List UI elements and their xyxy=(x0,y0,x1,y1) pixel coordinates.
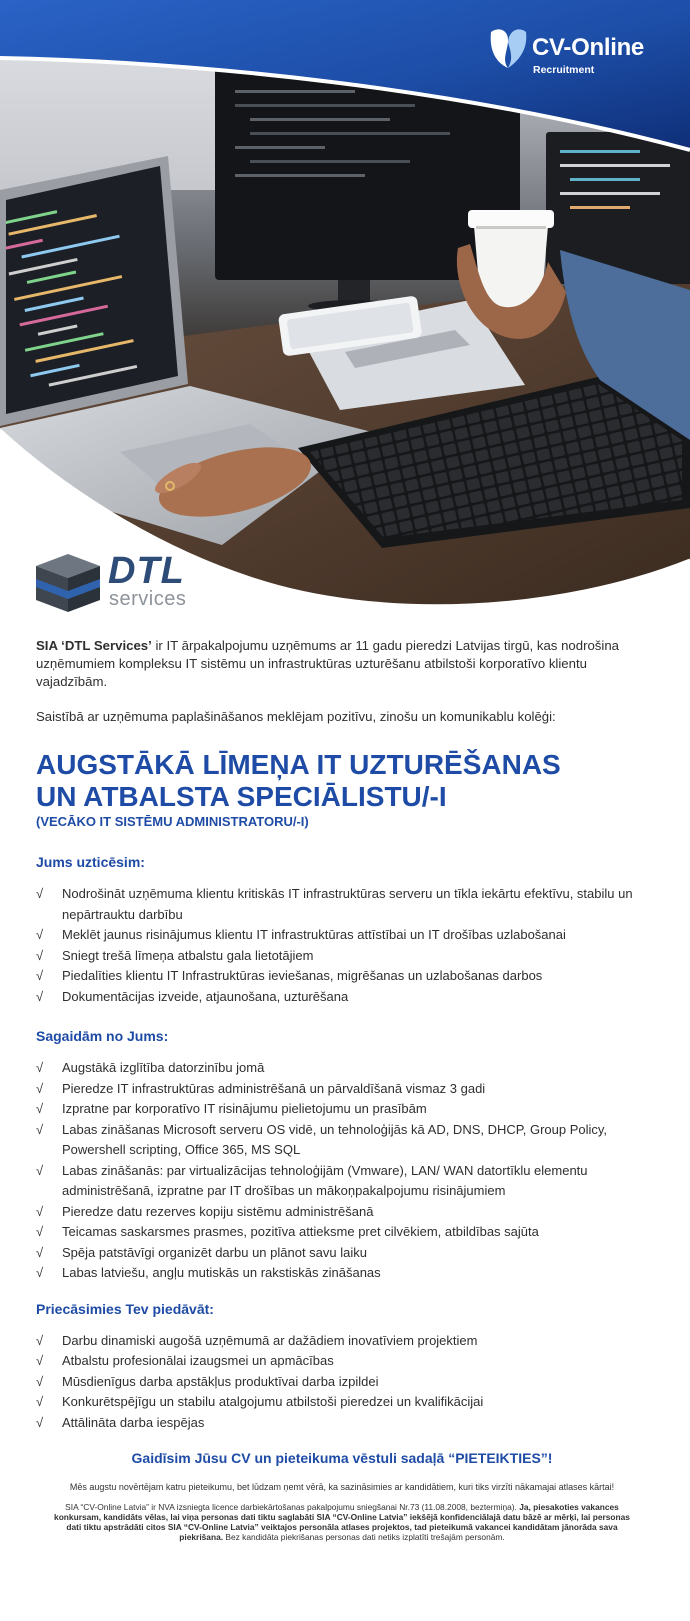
list-item-text: Darbu dinamiski augošā uzņēmumā ar dažādiem inovatīviem projektiem xyxy=(62,1332,478,1348)
screen-line xyxy=(570,178,640,181)
search-paragraph: Saistībā ar uzņēmuma paplašināšanos meklējam pozitīvu, zinošu un komunikablu kolēģi: xyxy=(36,709,556,724)
intro-text: ir IT ārpakalpojumu uzņēmums ar 11 gadu pieredzi Latvijas tirgū, kas nodrošina uzņēmumiem kompleksu IT sistēmu un infrastruktūras uzturēšanu atbilstoši korporatīvo klientu vajadzībām. xyxy=(36,638,619,689)
legal-text-consent: Ja, piesakoties vakances konkursam, kandidāts vēlas, lai viņa personas dati tiktu saglabāti SIA “CV-Online Latvia” iekšējā konfidenciālajā datu bāzē ar mērķi, lai personas dati tiktu apstrādāti citos SIA “CV-Online Latvia” veiktajos personāla atlases projektos, tad pieteikumā vakancei kandidātam jānorāda sava piekrišana. xyxy=(54,1502,630,1542)
cup-lid xyxy=(468,210,554,228)
list-item xyxy=(36,1413,648,1434)
list-item-text: Konkurētspējīgu un stabilu atalgojumu atbilstoši pieredzei un kvalifikācijai xyxy=(62,1394,484,1409)
check-icon xyxy=(36,1099,50,1120)
list-item-text: Dokumentācijas izveide, atjaunošana, uzturēšana xyxy=(62,988,349,1004)
list-item-text: Meklēt jaunus risinājumus klientu IT infrastruktūras attīstībai un IT drošības uzlabošanai xyxy=(62,927,566,942)
logo-left-lobe xyxy=(491,29,508,68)
list-item xyxy=(36,1392,648,1413)
check-icon xyxy=(36,1392,50,1413)
list-item xyxy=(36,1079,648,1100)
screen-line xyxy=(235,104,415,107)
logo-right-lobe xyxy=(508,29,526,68)
list-item-text: Pieredze datu rezerves kopiju sistēmu administrēšanā xyxy=(62,1203,374,1219)
list-item xyxy=(36,884,648,925)
list-item xyxy=(36,1263,648,1284)
screen-line xyxy=(250,160,410,163)
check-icon xyxy=(36,1413,50,1434)
company-name: SIA ‘DTL Services’ xyxy=(36,638,152,653)
legal-text-license: SIA “CV-Online Latvia” ir NVA izsniegta licence darbiekārtošanas pakalpojumu sniegšanai Nr.73 (11.08.2008, beztermiņa). xyxy=(65,1502,520,1512)
dtl-cube-icon xyxy=(34,552,102,614)
position-title xyxy=(36,749,648,813)
check-icon xyxy=(36,1202,50,1223)
brand-tagline: Recruitment xyxy=(533,64,595,76)
list-item-text: Labas zināšanās: par virtualizācijas tehnoloģijām (Vmware), LAN/ WAN datortīklu elementu administrēšanā, izpratne par IT drošības un mākoņpakalpojumu risinājumiem xyxy=(62,1162,588,1198)
position-title-line-2: UN ATBALSTA SPECIĀLISTU/-I xyxy=(36,781,447,812)
ad-content xyxy=(36,637,648,1542)
list-item-text: Spēja patstāvīgi organizēt darbu un plānot savu laiku xyxy=(62,1244,367,1260)
list-item-text: Teicamas saskarsmes prasmes, pozitīva attieksme pret cilvēkiem, atbildības sajūta xyxy=(62,1224,539,1239)
requirements-list xyxy=(36,1058,648,1284)
check-icon xyxy=(36,1222,50,1243)
list-item-text: Labas latviešu, angļu mutiskās un rakstiskās zināšanas xyxy=(62,1265,381,1280)
hero-banner xyxy=(0,0,690,620)
list-item xyxy=(36,966,648,987)
check-icon xyxy=(36,1263,50,1284)
list-item xyxy=(36,925,648,946)
company-logo xyxy=(34,550,234,616)
list-item-text: Pieredze IT infrastruktūras administrēšanā un pārvaldīšanā vismaz 3 gadi xyxy=(62,1080,486,1096)
list-item-text: Labas zināšanas Microsoft serveru OS vidē, un tehnoloģijās kā AD, DNS, DHCP, Group Policy, Powershell scripting, Office 365, MS SQL xyxy=(62,1121,608,1157)
check-icon xyxy=(36,1372,50,1393)
responsibilities-list xyxy=(36,884,648,1007)
check-icon xyxy=(36,884,50,905)
screen-line xyxy=(570,206,630,209)
check-icon xyxy=(36,1351,50,1372)
screen-line xyxy=(235,174,365,177)
list-item-text: Nodrošināt uzņēmuma klientu kritiskās IT infrastruktūras serveru un tīkla iekārtu efektīvu, stabilu un nepārtrauktu darbību xyxy=(62,886,633,922)
company-logo-subtitle: services xyxy=(109,588,187,610)
list-item xyxy=(36,1161,648,1202)
screen-line xyxy=(235,146,325,149)
list-item xyxy=(36,1351,648,1372)
list-item xyxy=(36,987,648,1008)
screen-line xyxy=(250,118,390,121)
intro-paragraph xyxy=(36,637,648,691)
list-item-text: Piedalīties klientu IT Infrastruktūras ieviešanas, migrēšanas un uzlabošanas darbos xyxy=(62,968,543,983)
check-icon xyxy=(36,1079,50,1100)
offer-list xyxy=(36,1331,648,1434)
list-item xyxy=(36,1331,648,1352)
list-item-text: Augstākā izglītība datorzinību jomā xyxy=(62,1060,265,1075)
screen-line xyxy=(560,164,670,167)
check-icon xyxy=(36,1161,50,1182)
list-item xyxy=(36,1243,648,1264)
cv-online-logo-icon xyxy=(488,26,528,70)
section-heading-offer: Priecāsimies Tev piedāvāt: xyxy=(36,1300,214,1317)
check-icon xyxy=(36,1058,50,1079)
check-icon xyxy=(36,1243,50,1264)
list-item xyxy=(36,1120,648,1161)
check-icon xyxy=(36,946,50,967)
screen-line xyxy=(235,90,355,93)
list-item xyxy=(36,1058,648,1079)
company-logo-name: DTL xyxy=(108,550,185,592)
legal-notice xyxy=(47,1502,637,1542)
cup-rim xyxy=(476,226,546,229)
legal-text-privacy: Bez kandidāta piekrišanas personas dati netiks izplatīti trešajām personām. xyxy=(223,1532,505,1542)
list-item-text: Mūsdienīgus darba apstākļus produktīvai darba izpildei xyxy=(62,1373,379,1389)
check-icon xyxy=(36,925,50,946)
position-title-line-1: AUGSTĀKĀ LĪMEŅA IT UZTURĒŠANAS xyxy=(36,749,561,780)
screen-line xyxy=(560,150,640,153)
screen-line xyxy=(250,132,450,135)
brand-name: CV-Online xyxy=(532,34,644,61)
check-icon xyxy=(36,1331,50,1352)
list-item-text: Izpratne par korporatīvo IT risinājumu pielietojumu un prasībām xyxy=(62,1101,427,1116)
cv-online-logo xyxy=(488,24,668,84)
footer-note: Mēs augstu novērtējam katru pieteikumu, bet lūdzam ņemt vērā, ka sazināsimies ar kandidātiem, kuri tiks virzīti nākamajai atlases kārtai! xyxy=(69,1482,615,1492)
list-item-text: Attālināta darba iespējas xyxy=(62,1414,205,1430)
position-subtitle: (VECĀKO IT SISTĒMU ADMINISTRATORU/-I) xyxy=(36,814,309,829)
section-heading-requirements: Sagaidām no Jums: xyxy=(36,1028,169,1044)
screen-line xyxy=(560,192,660,195)
list-item xyxy=(36,1202,648,1223)
list-item xyxy=(36,1372,648,1393)
list-item-text: Sniegt trešā līmeņa atbalstu gala lietotājiem xyxy=(62,947,314,963)
section-heading-responsibilities: Jums uzticēsim: xyxy=(36,854,145,870)
check-icon xyxy=(36,966,50,987)
list-item xyxy=(36,1099,648,1120)
check-icon xyxy=(36,987,50,1008)
apply-call-to-action: Gaidīsim Jūsu CV un pieteikuma vēstuli sadaļā “PIETEIKTIES”! xyxy=(131,1450,553,1466)
list-item xyxy=(36,1222,648,1243)
list-item-text: Atbalstu profesionālai izaugsmei un apmācības xyxy=(62,1353,334,1368)
check-icon xyxy=(36,1120,50,1141)
list-item xyxy=(36,946,648,967)
